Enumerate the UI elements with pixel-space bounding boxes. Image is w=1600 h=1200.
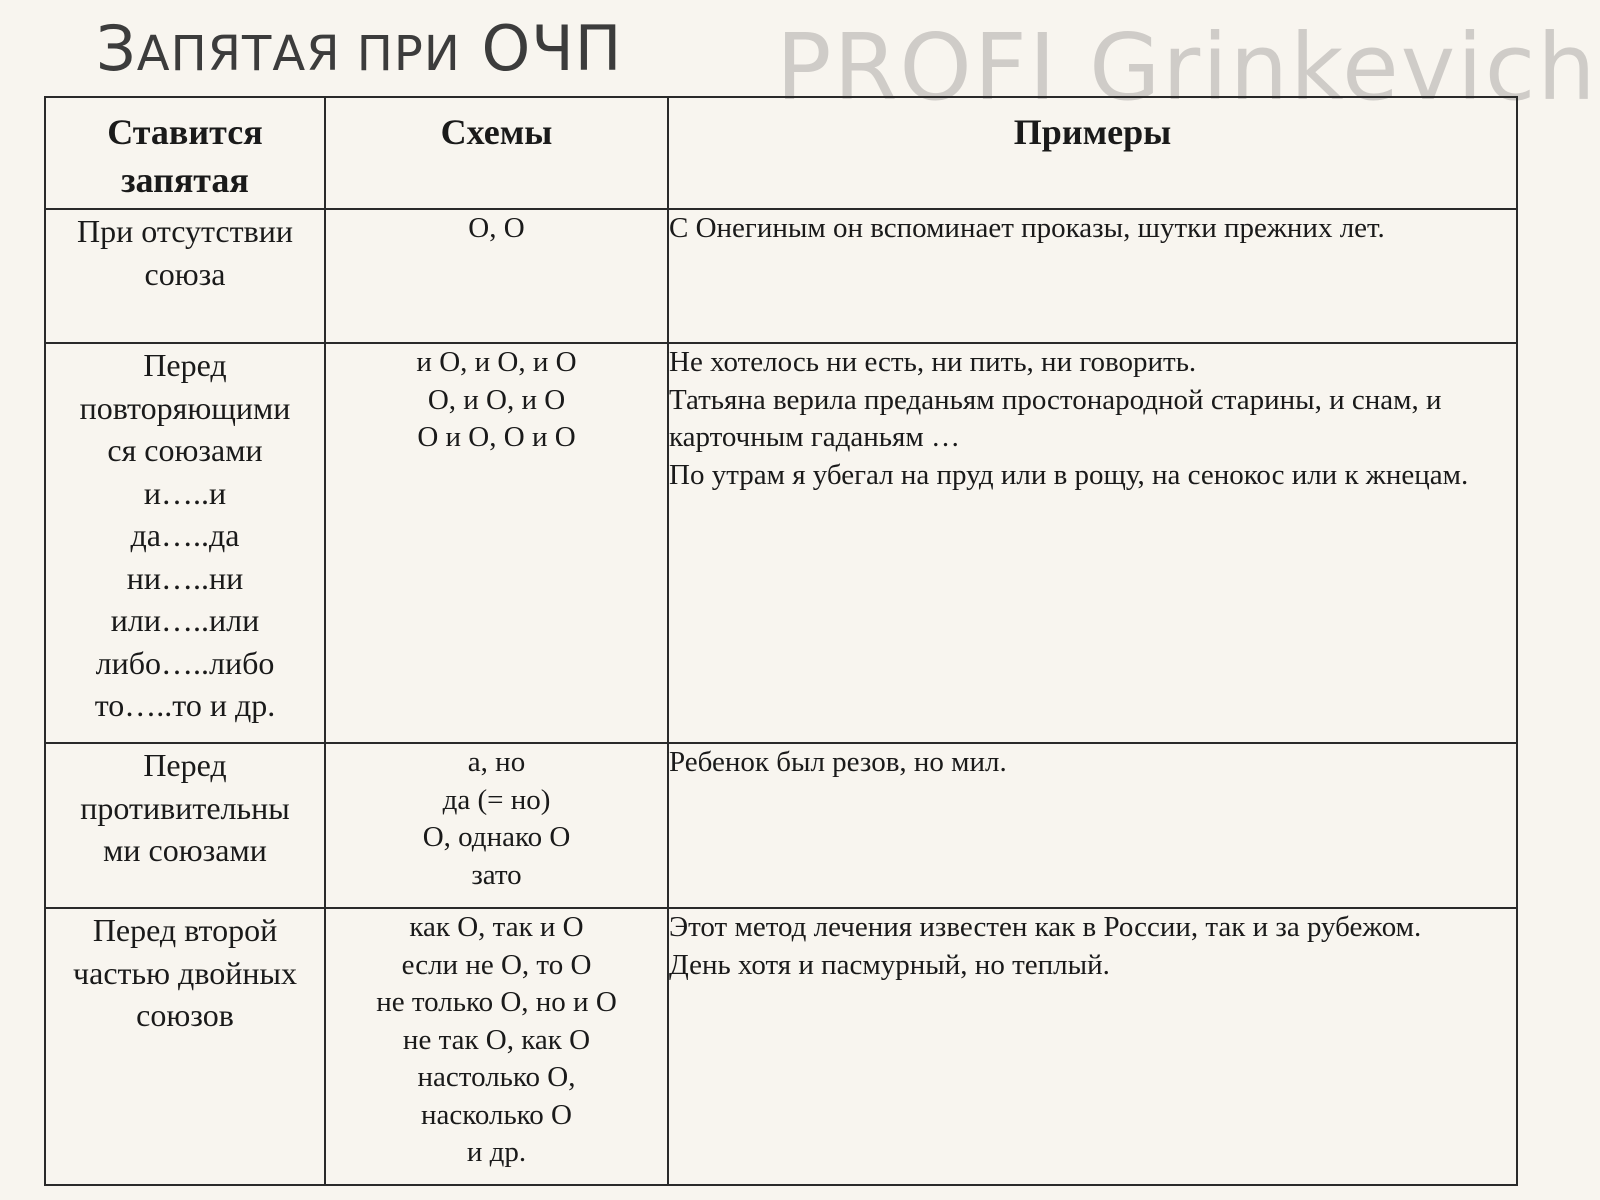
condition-cell [45, 343, 325, 743]
condition-line: или…..или [110, 602, 260, 638]
condition-line: то…..то и др. [94, 687, 276, 723]
scheme-cell [325, 908, 668, 1185]
condition-line: противительны [80, 789, 290, 826]
scheme-line: и О, и О, и О [416, 346, 577, 378]
watermark: PROFI Grinkevich [776, 14, 1598, 121]
column-header-examples: Примеры [668, 97, 1517, 209]
condition-line: ни…..ни [126, 559, 244, 596]
title-abbreviation: ОЧП [481, 12, 623, 85]
condition-line: ми союзами [103, 832, 267, 868]
example-line: Этот метод лечения известен как в России, так и за рубежом. [669, 911, 1422, 943]
scheme-line: О, однако О [422, 821, 571, 853]
condition-line: союзов [136, 997, 234, 1033]
scheme-line: не только О, но и О [376, 986, 617, 1018]
condition-line: частью двойных [73, 954, 297, 991]
condition-line: да…..да [130, 517, 240, 553]
scheme-line: О и О, О и О [417, 421, 576, 453]
scheme-line: О, и О, и О [427, 383, 566, 416]
rules-table [44, 96, 1518, 1186]
scheme-line: как О, так и О [409, 911, 584, 943]
scheme-line: настолько О, [417, 1061, 576, 1093]
title-rest: АПЯТАЯ ПРИ [136, 26, 461, 82]
table-row [45, 908, 1517, 1185]
condition-line: союза [144, 255, 226, 292]
scheme-line: и др. [466, 1136, 527, 1168]
example-cell [668, 743, 1517, 908]
scheme-line: да (= но) [442, 783, 551, 816]
condition-line: повторяющими [79, 389, 291, 426]
table-header-row [45, 97, 1517, 209]
example-line: По утрам я убегал на пруд или в рощу, на сенокос или к жнецам. [669, 458, 1469, 491]
condition-line: Перед [143, 347, 227, 383]
example-cell [668, 908, 1517, 1185]
scheme-line: насколько О [420, 1098, 572, 1131]
page-title [96, 12, 622, 85]
example-cell [668, 209, 1517, 343]
scheme-line: если не О, то О [401, 948, 592, 981]
example-line: Татьяна верила преданьям простонародной старины, и снам, и карточным гаданьям … [669, 383, 1442, 453]
scheme-cell [325, 743, 668, 908]
condition-cell [45, 908, 325, 1185]
scheme-line: а, но [467, 746, 526, 778]
scheme-cell [325, 209, 668, 343]
table-row [45, 209, 1517, 343]
example-line: С Онегиным он вспоминает проказы, шутки прежних лет. [669, 212, 1385, 244]
condition-cell [45, 209, 325, 343]
table-row [45, 343, 1517, 743]
scheme-line: О, О [468, 212, 525, 244]
condition-cell [45, 743, 325, 908]
scheme-cell [325, 343, 668, 743]
example-line: Не хотелось ни есть, ни пить, ни говорить. [669, 346, 1197, 378]
column-header-condition: Ставится запятая [45, 97, 325, 209]
table-row [45, 743, 1517, 908]
title-first-letter: З [96, 12, 137, 85]
scheme-line: зато [471, 858, 522, 891]
column-header-schemes: Схемы [325, 97, 668, 209]
example-line: День хотя и пасмурный, но теплый. [669, 948, 1110, 981]
condition-line: либо…..либо [95, 644, 275, 681]
example-cell [668, 343, 1517, 743]
condition-line: При отсутствии [77, 213, 293, 249]
condition-line: Перед второй [92, 912, 278, 948]
condition-line: Перед [143, 747, 227, 783]
condition-line: и…..и [143, 474, 227, 511]
scheme-line: не так О, как О [402, 1023, 591, 1056]
condition-line: ся союзами [107, 432, 263, 468]
example-line: Ребенок был резов, но мил. [669, 746, 1007, 778]
